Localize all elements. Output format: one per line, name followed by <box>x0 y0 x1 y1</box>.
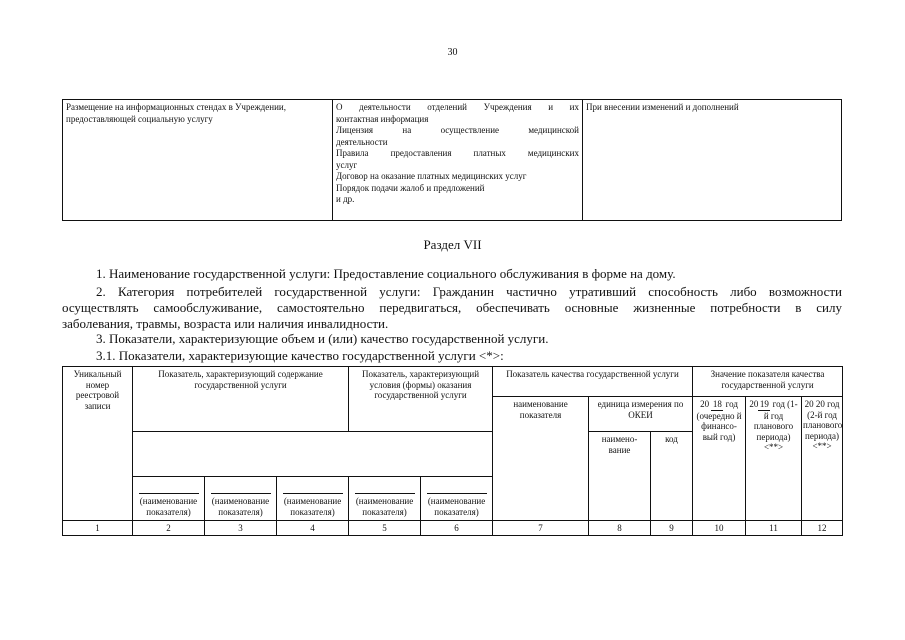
header-unique-number: Уникальный номер реестровой записи <box>63 367 133 521</box>
content-indicator-3: (наименование показателя) <box>277 477 349 521</box>
column-number: 1 <box>63 521 133 536</box>
placement-frequency-cell: При внесении изменений и дополнений <box>583 100 842 221</box>
header-okei-unit: единица измерения по ОКЕИ <box>589 397 693 432</box>
column-number: 9 <box>651 521 693 536</box>
header-conditions-indicator: Показатель, характеризующий условия (формы) оказания государственной услуги <box>349 367 493 432</box>
column-number: 5 <box>349 521 421 536</box>
header-blank-area <box>133 432 493 477</box>
header-quality-indicator: Показатель качества государственной услуги <box>493 367 693 397</box>
column-number: 11 <box>746 521 802 536</box>
placement-method-cell: Размещение на информационных стендах в Учреждении, предоставляющей социальную услугу <box>63 100 333 221</box>
header-quality-value: Значение показателя качества государственной услуги <box>693 367 843 397</box>
column-number: 12 <box>802 521 843 536</box>
header-indicator-name: наименование показателя <box>493 397 589 521</box>
indicators-paragraph: 3. Показатели, характеризующие объем и (или) качество государственной услуги. <box>96 331 549 346</box>
header-year-1: 20 18 год (очередно й финансо- вый год) <box>693 397 746 521</box>
quality-indicators-table <box>62 366 843 536</box>
column-number: 8 <box>589 521 651 536</box>
header-unit-name: наимено- вание <box>589 432 651 521</box>
header-unit-code: код <box>651 432 693 521</box>
header-year-3: 20 20 год (2-й год планового периода) <**> <box>802 397 843 521</box>
column-number: 6 <box>421 521 493 536</box>
quality-indicators-paragraph: 3.1. Показатели, характеризующие качество государственной услуги <*>: <box>96 348 504 363</box>
service-name-paragraph: 1. Наименование государственной услуги: Предоставление социального обслуживания в форме на дому. <box>96 266 676 281</box>
header-year-2: 20 19 год (1-й год планового периода) <**> <box>746 397 802 521</box>
info-placement-table <box>62 99 842 221</box>
condition-indicator-2: (наименование показателя) <box>421 477 493 521</box>
page-number: 30 <box>447 47 458 58</box>
header-content-indicator: Показатель, характеризующий содержание государственной услуги <box>133 367 349 432</box>
column-number: 3 <box>205 521 277 536</box>
content-indicator-2: (наименование показателя) <box>205 477 277 521</box>
condition-indicator-1: (наименование показателя) <box>349 477 421 521</box>
column-numbers-row <box>63 521 843 536</box>
column-number: 7 <box>493 521 589 536</box>
column-number: 2 <box>133 521 205 536</box>
column-number: 4 <box>277 521 349 536</box>
column-number: 10 <box>693 521 746 536</box>
section-title: Раздел VII <box>423 237 482 252</box>
placement-content-cell: О деятельности отделений Учреждения и их контактная информация Лицензия на осуществление медицинской деятельности Правила предоставления платных медицинских услуг Договор на оказание платных медицинских услуг Порядок подачи жалоб и предложений и др. <box>333 100 583 221</box>
consumer-category-paragraph: 2. Категория потребителей государственной услуги: Гражданин частично утративший способность либо возможности осуществлять самообслуживание, самостоятельно передвигаться, обеспечивать основные жизненные потребности в силу заболевания, травмы, возраста или наличия инвалидности. <box>62 284 842 331</box>
content-indicator-1: (наименование показателя) <box>133 477 205 521</box>
